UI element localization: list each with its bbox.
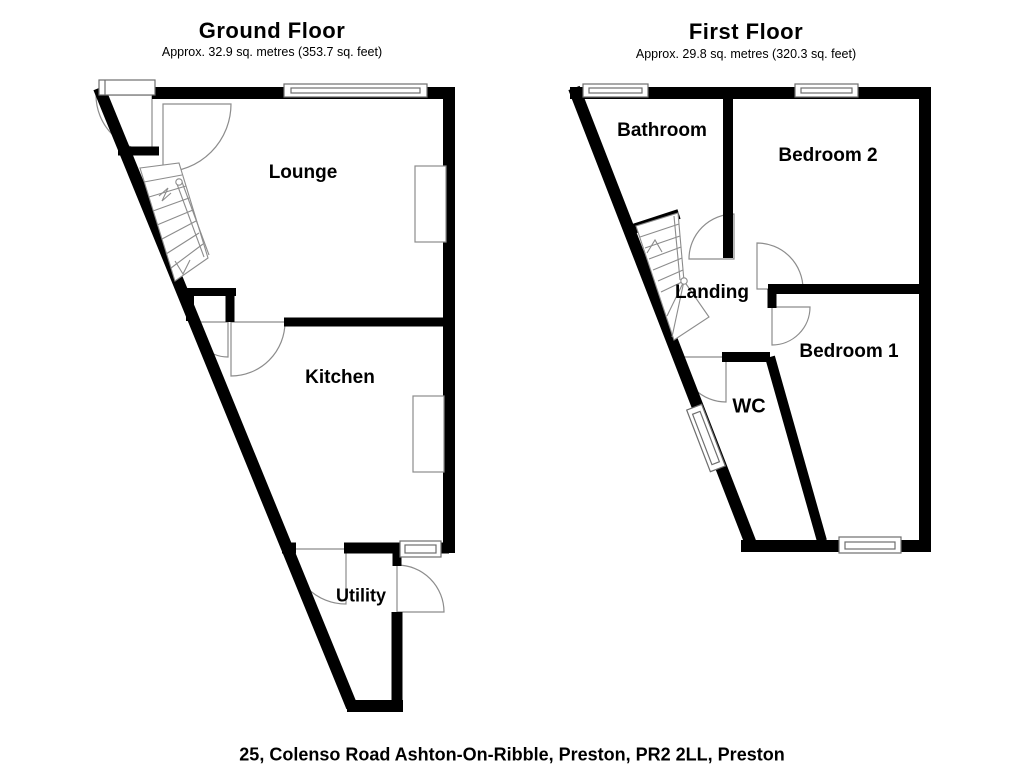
bedroom1-window <box>839 537 901 553</box>
property-address: 25, Colenso Road Ashton-On-Ribble, Preston, PR2 2LL, Preston <box>239 744 785 765</box>
ground-floor-area: Approx. 32.9 sq. metres (353.7 sq. feet) <box>161 45 383 59</box>
first-floor-title: First Floor <box>688 19 804 44</box>
room-label-lounge: Lounge <box>268 162 338 183</box>
lounge-window <box>284 84 427 97</box>
utility-external-door-arc <box>397 565 444 612</box>
bathroom-window <box>583 84 648 97</box>
lounge-chimney-breast <box>415 166 446 242</box>
room-label-landing: Landing <box>675 282 749 303</box>
kitchen-chimney-breast <box>413 396 444 472</box>
room-label-kitchen: Kitchen <box>305 367 375 388</box>
lobby-door-arc <box>163 104 231 172</box>
kitchen-door-arc <box>231 322 285 376</box>
bedroom2-door-arc <box>757 243 803 289</box>
wc-window <box>687 404 726 471</box>
room-label-wc: WC <box>732 395 766 418</box>
room-label-bedroom2: Bedroom 2 <box>778 145 878 166</box>
bedroom2-window <box>795 84 858 97</box>
room-label-utility: Utility <box>335 585 387 606</box>
bedroom1-door-arc <box>772 307 810 345</box>
wall <box>770 357 822 541</box>
room-label-bathroom: Bathroom <box>617 120 707 141</box>
ground-floor-title: Ground Floor <box>198 18 346 43</box>
front-door-leaf <box>99 80 155 95</box>
room-label-bedroom1: Bedroom 1 <box>799 341 899 362</box>
first-floor-area: Approx. 29.8 sq. metres (320.3 sq. feet) <box>635 47 857 61</box>
kitchen-window <box>400 541 441 557</box>
